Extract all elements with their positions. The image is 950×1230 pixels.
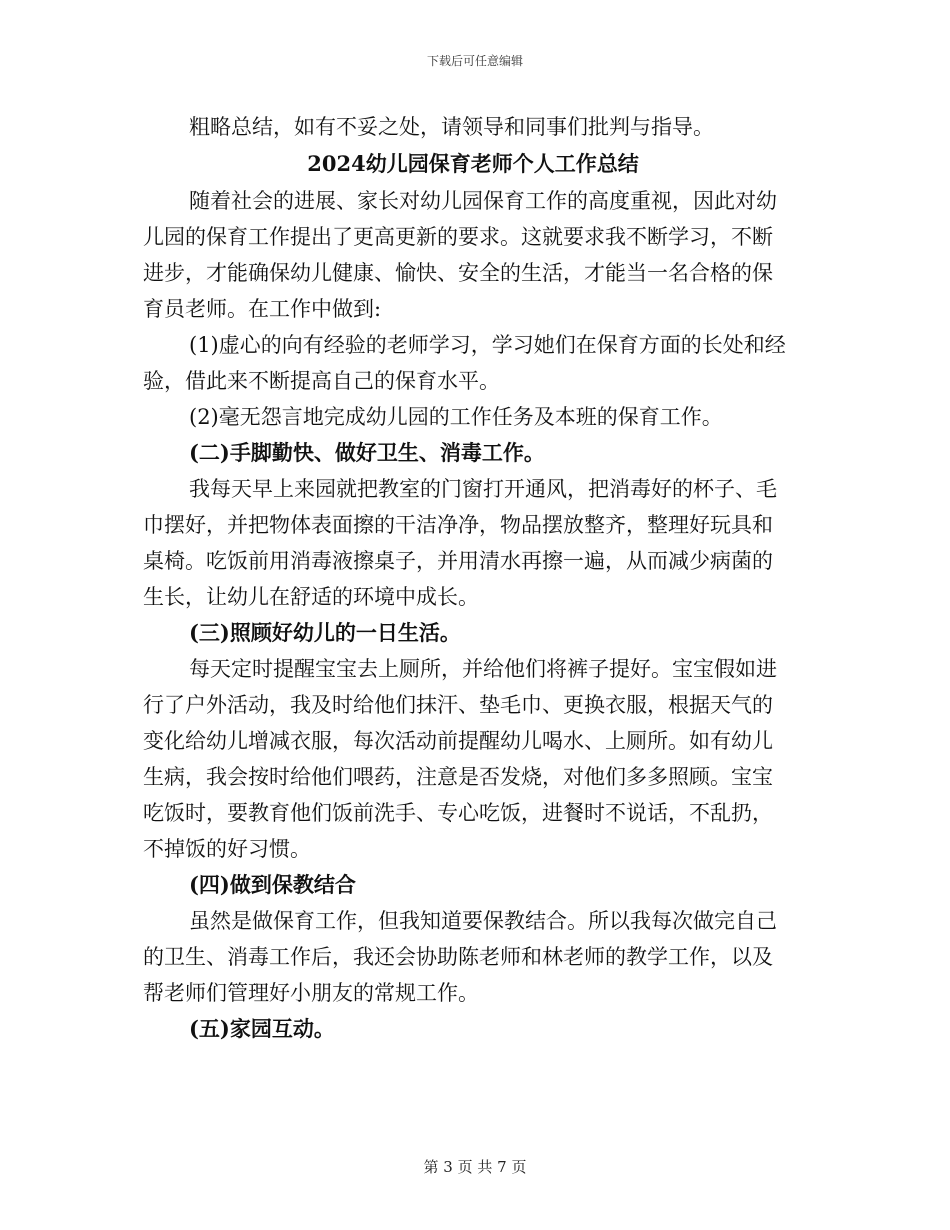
paragraph-line: 随着社会的进展、家长对幼儿园保育工作的高度重视，因此对幼 (189, 189, 777, 213)
document-title: 2024幼儿园保育老师个人工作总结 (307, 151, 639, 176)
paragraph-line: 我每天早上来园就把教室的门窗打开通风，把消毒好的杯子、毛 (189, 477, 777, 501)
paragraph-4 (143, 903, 803, 1011)
paragraph-line: 帮老师们管理好小朋友的常规工作。 (143, 981, 479, 1005)
page-header: 下载后可任意编辑 (426, 54, 523, 68)
intro-line: 粗略总结，如有不妥之处，请领导和同事们批判与指导。 (189, 115, 714, 139)
paragraph-line: 不掉饭的好习惯。 (143, 837, 311, 861)
section-heading-4: (四)做到保教结合 (189, 872, 356, 897)
paragraph-line: 的卫生、消毒工作后，我还会协助陈老师和林老师的教学工作，以及 (143, 945, 773, 969)
page-footer: 第 3 页 共 7 页 (423, 1158, 527, 1176)
section-heading-3: (三)照顾好幼儿的一日生活。 (189, 620, 461, 645)
paragraph-line: 吃饭时，要教育他们饭前洗手、专心吃饭，进餐时不说话，不乱扔， (143, 801, 773, 825)
paragraph-3 (143, 651, 803, 867)
paragraph-line: 验，借此来不断提高自己的保育水平。 (143, 369, 500, 393)
paragraph-line: 虽然是做保育工作，但我知道要保教结合。所以我每次做完自己 (189, 909, 777, 933)
paragraph-line: 生长，让幼儿在舒适的环境中成长。 (143, 585, 479, 609)
document-body (143, 109, 803, 1047)
section-heading-2: (二)手脚勤快、做好卫生、消毒工作。 (189, 440, 545, 465)
paragraph-line: 生病，我会按时给他们喂药，注意是否发烧，对他们多多照顾。宝宝 (143, 765, 773, 789)
paragraph-line: 每天定时提醒宝宝去上厕所，并给他们将裤子提好。宝宝假如进 (189, 657, 777, 681)
paragraph-line: 育员老师。在工作中做到: (143, 297, 382, 321)
list-item-2: (2)毫无怨言地完成幼儿园的工作任务及本班的保育工作。 (189, 405, 723, 429)
paragraph-line: 进步，才能确保幼儿健康、愉快、安全的生活，才能当一名合格的保 (143, 261, 773, 285)
section-heading-5: (五)家园互动。 (189, 1016, 335, 1041)
paragraph-line: (1)虚心的向有经验的老师学习，学习她们在保育方面的长处和经 (189, 333, 786, 357)
paragraph-1 (143, 183, 803, 327)
paragraph-line: 巾摆好，并把物体表面擦的干洁净净，物品摆放整齐，整理好玩具和 (143, 513, 773, 537)
paragraph-line: 桌椅。吃饭前用消毒液擦桌子，并用清水再擦一遍，从而减少病菌的 (143, 549, 773, 573)
paragraph-line: 行了户外活动，我及时给他们抹汗、垫毛巾、更换衣服，根据天气的 (143, 693, 773, 717)
paragraph-line: 变化给幼儿增减衣服，每次活动前提醒幼儿喝水、上厕所。如有幼儿 (143, 729, 773, 753)
paragraph-line: 儿园的保育工作提出了更高更新的要求。这就要求我不断学习，不断 (143, 225, 773, 249)
paragraph-2 (143, 471, 803, 615)
list-item-1 (143, 327, 803, 399)
